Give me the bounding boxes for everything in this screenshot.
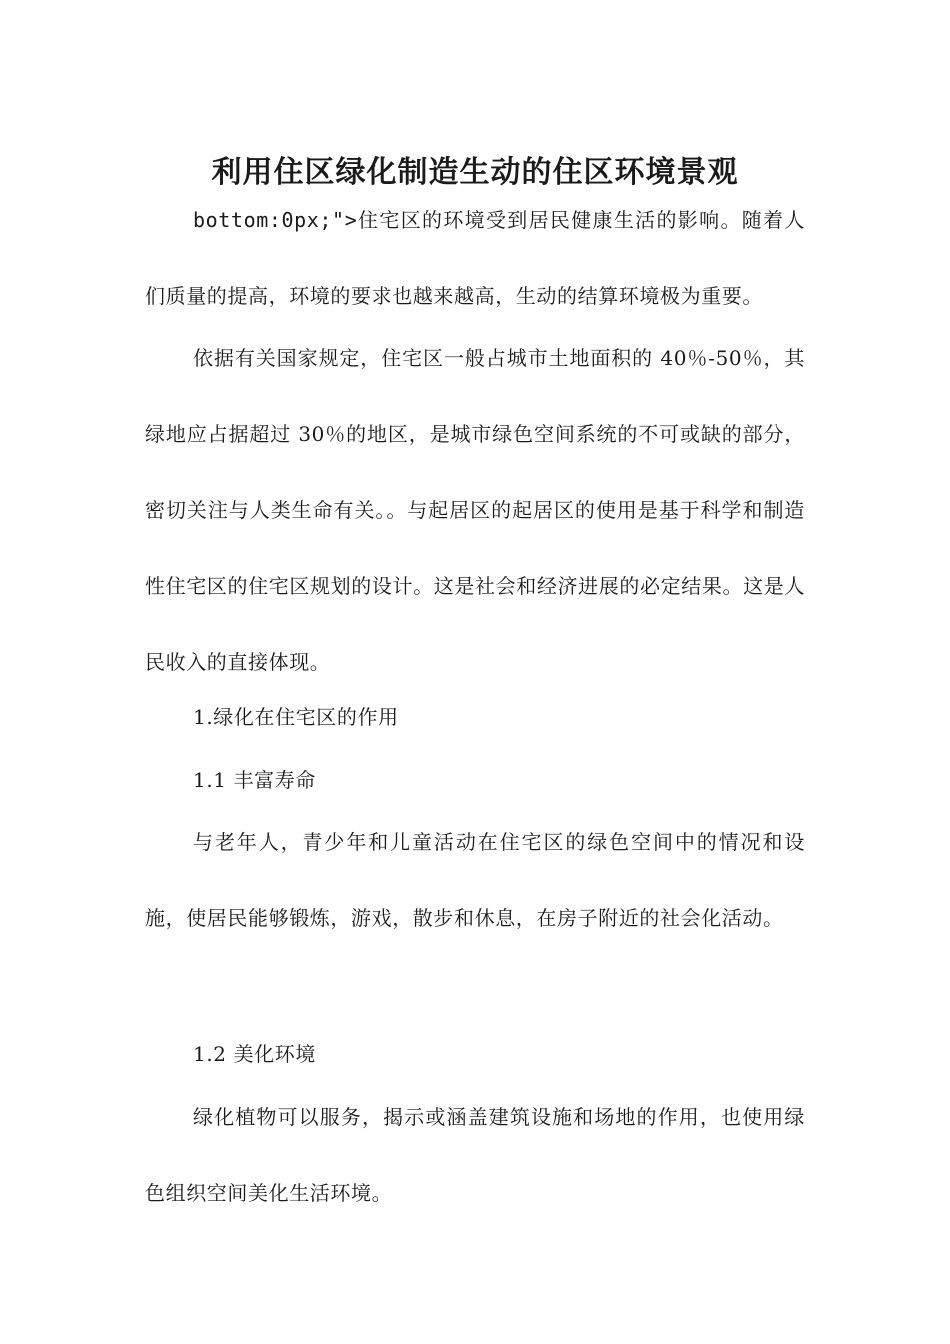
paragraph-section-1-1: 与老年人，青少年和儿童活动在住宅区的绿色空间中的情况和设施，使居民能够锻炼，游戏，散步和休息，在房子附近的社会化活动。 xyxy=(145,830,805,930)
document-title: 利用住区绿化制造生动的住区环境景观 xyxy=(211,155,739,191)
paragraph-intro xyxy=(145,182,805,334)
paragraph-regulation: 依据有关国家规定，住宅区一般占城市土地面积的 40％-50％，其绿地应占据超过 30％的地区，是城市绿色空间系统的不可或缺的部分，密切关注与人类生命有关。。与起居区的起居区的使用是基于科学和制造性住宅区的住宅区规划的设计。这是社会和经济进展的必定结果。这是人民收入的直接体现。 xyxy=(145,346,805,674)
paragraph-intro-prefix: bottom:0px;"> xyxy=(193,208,358,232)
section-heading-1: 1.绿化在住宅区的作用 xyxy=(193,705,399,729)
paragraph-intro-text: 住宅区的环境受到居民健康生活的影响。随着人们质量的提高，环境的要求也越来越高，生动的结算环境极为重要。 xyxy=(145,208,805,308)
paragraph-section-1-2: 绿化植物可以服务，揭示或涵盖建筑设施和场地的作用，也使用绿色组织空间美化生活环境。 xyxy=(145,1105,805,1205)
section-heading-1-2: 1.2 美化环境 xyxy=(193,1042,316,1066)
section-heading-1-1: 1.1 丰富寿命 xyxy=(193,768,316,792)
